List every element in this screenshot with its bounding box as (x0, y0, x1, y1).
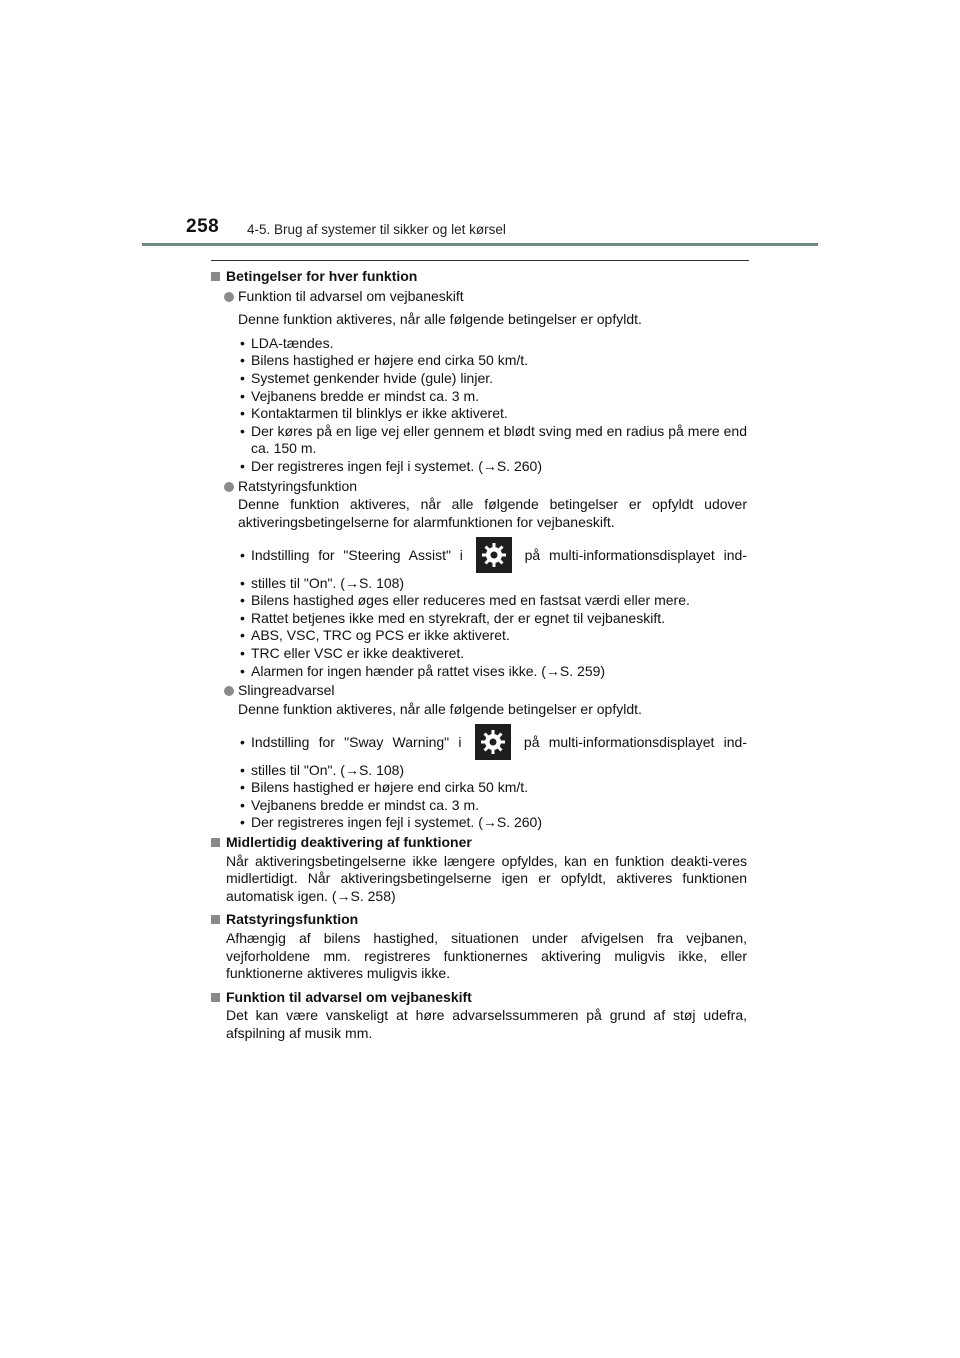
page-reference[interactable]: S. 108) (358, 761, 405, 778)
section-title: 4-5. Brug af systemer til sikker og let kørsel (247, 222, 506, 237)
arrow-icon: → (336, 887, 351, 904)
page-content (211, 266, 747, 1049)
steering-conditions (211, 537, 747, 680)
list-item: • Vejbanens bredde er mindst ca. 3 m. (238, 388, 747, 406)
page-reference[interactable]: S. 259) (559, 662, 606, 679)
list-item: • Der køres på en lige vej eller gennem et blødt sving med en radius på mere end ca. 150 m. (238, 423, 747, 458)
subheading-steering: Ratstyringsfunktion (211, 478, 747, 496)
square-bullet-icon (211, 838, 220, 847)
arrow-icon: → (344, 761, 359, 778)
list-item: • Alarmen for ingen hænder på rattet vises ikke. (→S. 259) (238, 663, 747, 681)
heading-steering-note: Ratstyringsfunktion (211, 911, 747, 929)
heading-lane-warning-note: Funktion til advarsel om vejbaneskift (211, 989, 747, 1007)
heading-conditions: Betingelser for hver funktion (211, 268, 747, 286)
arrow-icon: → (482, 457, 497, 474)
page-reference[interactable]: S. 108) (358, 574, 405, 591)
lane-warning-note-text: Det kan være vanskeligt at høre advarselssummeren på grund af støj udefra, afspilning af musik mm. (226, 1007, 747, 1041)
temporary-deactivation-text: Når aktiveringsbetingelserne ikke længere opfyldes, kan en funktion deakti-veres midlertidigt. Når aktiveringsbetingelserne igen er opfyldt, aktiveres funktionen automatisk igen. (→S. 258) (226, 852, 747, 904)
heading-temporary-deactivation: Midlertidig deaktivering af funktioner (211, 834, 747, 852)
list-item: • Bilens hastighed er højere end cirka 50 km/t. (238, 779, 747, 797)
list-item-continuation: • stilles til "On". (→S. 108) (238, 575, 747, 593)
list-item: • TRC eller VSC er ikke deaktiveret. (238, 645, 747, 663)
page-reference[interactable]: S. 258) (350, 887, 396, 904)
list-item: • Systemet genkender hvide (gule) linjer. (238, 370, 747, 388)
list-item-continuation: • stilles til "On". (→S. 108) (238, 762, 747, 780)
list-item: • Indstilling for "Sway Warning" i på multi-informationsdisplayet ind- (238, 724, 747, 761)
circle-bullet-icon (224, 482, 234, 492)
list-item: • Rattet betjenes ikke med en styrekraft, der er egnet til vejbaneskift. (238, 610, 747, 628)
lane-departure-conditions (211, 335, 747, 476)
circle-bullet-icon (224, 292, 234, 302)
lane-departure-intro: Denne funktion aktiveres, når alle følgende betingelser er opfyldt. (238, 311, 642, 328)
gear-icon (475, 724, 511, 760)
subheading-lane-departure: Funktion til advarsel om vejbaneskift (211, 288, 747, 306)
list-item: • Vejbanens bredde er mindst ca. 3 m. (238, 797, 747, 815)
arrow-icon: → (344, 574, 359, 591)
list-item: • LDA-tændes. (238, 335, 747, 353)
arrow-icon: → (482, 814, 497, 831)
square-bullet-icon (211, 993, 220, 1002)
list-item: • Der registreres ingen fejl i systemet. (→S. 260) (238, 814, 747, 832)
sway-conditions (211, 724, 747, 832)
list-item: • ABS, VSC, TRC og PCS er ikke aktiveret. (238, 627, 747, 645)
circle-bullet-icon (224, 686, 234, 696)
square-bullet-icon (211, 272, 220, 281)
list-item: • Indstilling for "Steering Assist" i på multi-informationsdisplayet ind- (238, 537, 747, 574)
header-bar (142, 243, 818, 246)
page-reference[interactable]: S. 260) (496, 814, 542, 831)
list-item: • Der registreres ingen fejl i systemet. (→S. 260) (238, 458, 747, 476)
gear-icon (476, 537, 512, 573)
section-rule (211, 260, 749, 261)
steering-note-text: Afhængig af bilens hastighed, situationen under afvigelsen fra vejbanen, vejforholdene mm. registreres funktionernes aktivering muligvis ikke, eller funktionerne aktiveres muligvis ikke. (226, 930, 747, 982)
list-item: • Bilens hastighed øges eller reduceres med en fastsat værdi eller mere. (238, 592, 747, 610)
square-bullet-icon (211, 915, 220, 924)
page-reference[interactable]: S. 260) (496, 457, 542, 474)
arrow-icon: → (545, 662, 560, 679)
page-number: 258 (186, 216, 220, 237)
list-item: • Bilens hastighed er højere end cirka 50 km/t. (238, 352, 747, 370)
sway-intro: Denne funktion aktiveres, når alle følgende betingelser er opfyldt. (238, 700, 642, 717)
subheading-sway: Slingreadvarsel (211, 682, 747, 700)
list-item: • Kontaktarmen til blinklys er ikke aktiveret. (238, 405, 747, 423)
steering-intro: Denne funktion aktiveres, når alle følgende betingelser er opfyldt udover aktiveringsbetingelserne for alarmfunktionen for vejbaneskift. (238, 496, 747, 530)
